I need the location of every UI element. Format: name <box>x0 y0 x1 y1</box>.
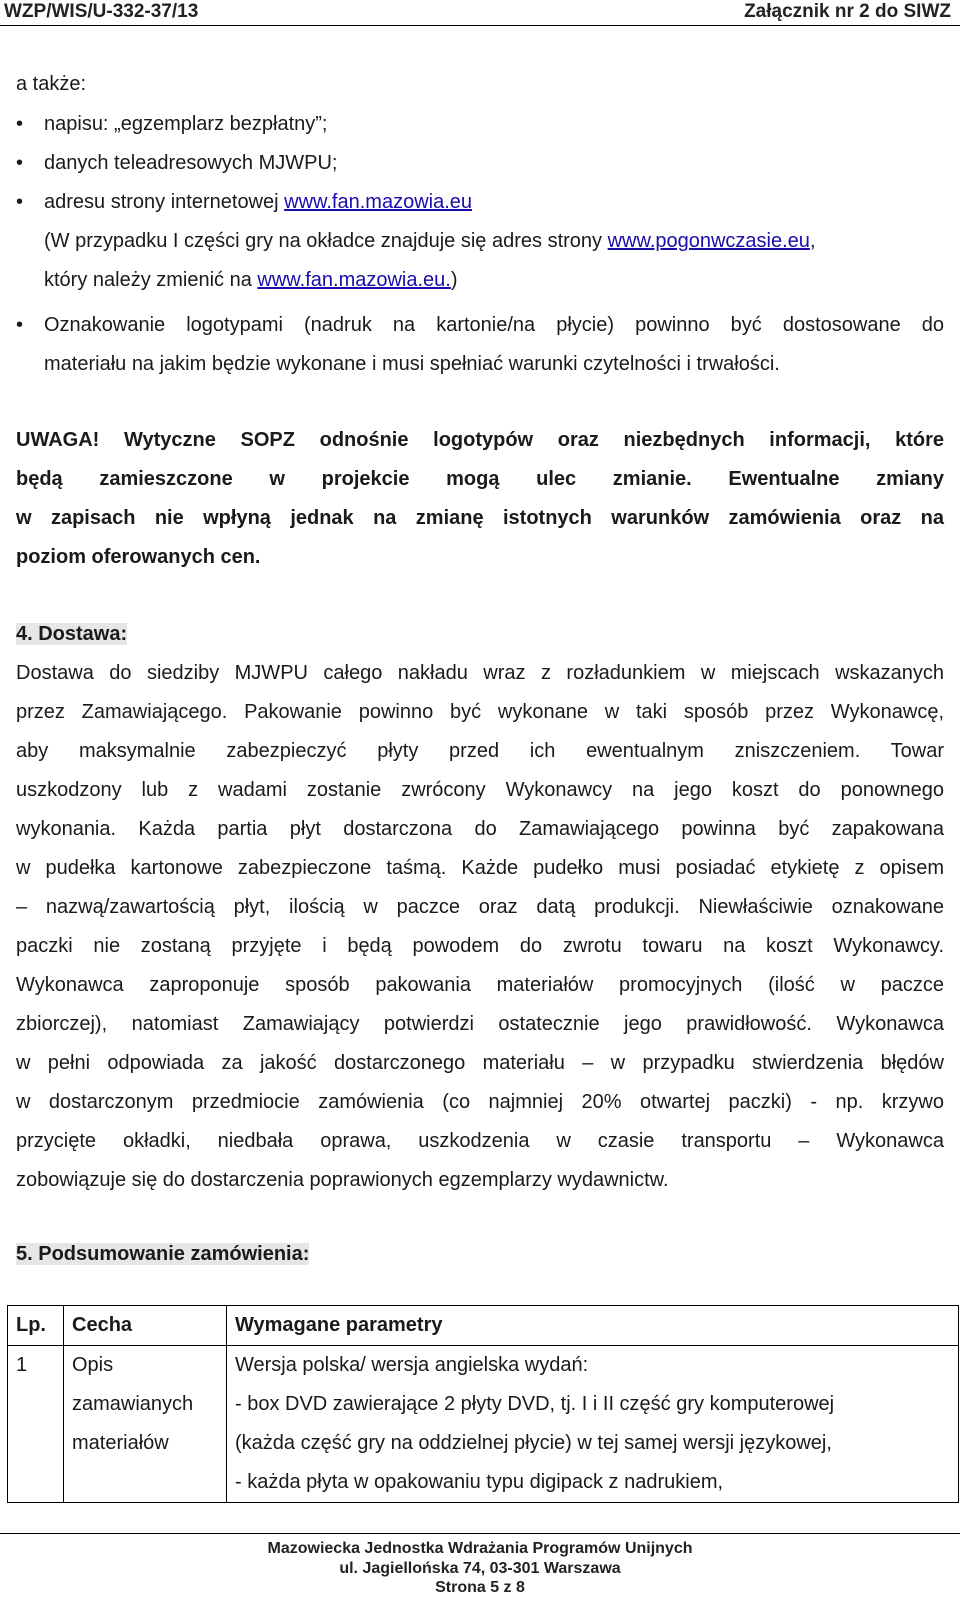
cecha-line: Opis <box>72 1354 114 1376</box>
bullet-icon: • <box>16 113 24 135</box>
bullet-icon: • <box>16 152 24 174</box>
row-cecha <box>64 1346 227 1503</box>
bullet-item-logos-line2: materiału na jakim będzie wykonane i musi spełniać warunki czytelności i trwałości. <box>44 353 780 375</box>
section4-line: zobowiązuje się do dostarczenia poprawionych egzemplarzy wydawnictw. <box>16 1169 669 1191</box>
bullet-item-label-notice: napisu: „egzemplarz bezpłatny”; <box>44 113 328 135</box>
cecha-line: materiałów <box>72 1432 169 1454</box>
warning-line2: będą zamieszczone w projekcie mogą ulec zmianie. Ewentualne zmiany <box>16 468 944 490</box>
section4-line: w pełni odpowiada za jakość dostarczonego materiału – w przypadku stwierdzenia błędów <box>16 1052 944 1074</box>
warning-line4: poziom oferowanych cen. <box>16 546 261 568</box>
website-text: adresu strony internetowej <box>44 191 285 213</box>
section4-line: Dostawa do siedziby MJWPU całego nakładu wraz z rozładunkiem w miejscach wskazanych <box>16 662 944 684</box>
section4-line: uszkodzony lub z wadami zostanie zwrócony Wykonawcy na jego koszt do ponownego <box>16 779 944 801</box>
row-lp: 1 <box>8 1346 64 1503</box>
website-replace-line <box>44 268 458 292</box>
section5-heading <box>16 1242 309 1266</box>
header-parameters: Wymagane parametry <box>227 1306 959 1346</box>
section4-line: – nazwą/zawartością płyt, ilością w paczce oraz datą produkcji. Niewłaściwie oznakowane <box>16 896 944 918</box>
document-reference: WZP/WIS/U-332-37/13 <box>4 1 199 22</box>
section4-line: aby maksymalnie zabezpieczyć płyty przed ich ewentualnym zniszczeniem. Towar <box>16 740 944 762</box>
warning-line3: w zapisach nie wpłyną jednak na zmianę istotnych warunków zamówienia oraz na <box>16 507 944 529</box>
section4-line: zbiorczej), natomiast Zamawiający potwierdzi ostatecznie jego prawidłowość. Wykonawca <box>16 1013 944 1035</box>
footer-address: ul. Jagiellońska 74, 03-301 Warszawa <box>339 1560 621 1577</box>
website-note-end: , <box>809 230 816 252</box>
bullet-item-contact-data: danych teleadresowych MJWPU; <box>44 152 338 174</box>
footer-divider <box>0 1533 960 1534</box>
parameter-line: - box DVD zawierające 2 płyty DVD, tj. I i II część gry komputerowej <box>235 1393 835 1415</box>
section4-line: przycięte okładki, niedbała oprawa, uszkodzenia w czasie transportu – Wykonawca <box>16 1130 944 1152</box>
warning-line1: UWAGA! Wytyczne SOPZ odnośnie logotypów oraz niezbędnych informacji, które <box>16 429 944 451</box>
attachment-label: Załącznik nr 2 do SIWZ <box>744 1 951 22</box>
header-divider <box>0 25 960 26</box>
page-header <box>0 0 960 24</box>
bullet-item-logos-line1: Oznakowanie logotypami (nadruk na kartonie/na płycie) powinno być dostosowane do <box>44 314 944 336</box>
footer-organization: Mazowiecka Jednostka Wdrażania Programów Unijnych <box>267 1540 693 1557</box>
bullet-icon: • <box>16 191 24 213</box>
section4-heading <box>16 622 127 646</box>
old-website-link[interactable]: www.pogonwczasie.eu <box>607 230 810 252</box>
bullet-item-website <box>44 190 472 214</box>
website-link[interactable]: www.fan.mazowia.eu <box>284 191 473 213</box>
bullet-icon: • <box>16 314 24 336</box>
cecha-line: zamawianych <box>72 1393 194 1415</box>
section4-line: w pudełka kartonowe zabezpieczone taśmą. Każde pudełko musi posiadać etykietę z opisem <box>16 857 944 879</box>
section4-line: w dostarczonym przedmiocie zamówienia (co najmniej 20% otwartej paczki) - np. krzywo <box>16 1091 944 1113</box>
website-note-text: (W przypadku I części gry na okładce znajduje się adres strony <box>44 230 608 252</box>
website-replace-end: ) <box>450 269 458 291</box>
page-number: Strona 5 z 8 <box>435 1579 525 1596</box>
parameter-line: (każda część gry na oddzielnej płycie) w tej samej wersji językowej, <box>235 1432 832 1454</box>
new-website-link[interactable]: www.fan.mazowia.eu. <box>257 269 451 291</box>
parameter-line: - każda płyta w opakowaniu typu digipack z nadrukiem, <box>235 1471 724 1493</box>
intro-text: a także: <box>16 73 87 95</box>
row-parameters <box>227 1346 959 1503</box>
website-note-line <box>44 229 816 253</box>
section4-heading-text: 4. Dostawa: <box>16 623 128 645</box>
section5-heading-text: 5. Podsumowanie zamówienia: <box>16 1243 310 1265</box>
table-row <box>8 1346 959 1503</box>
section4-line: paczki nie zostaną przyjęte i będą powodem do zwrotu towaru na koszt Wykonawcy. <box>16 935 944 957</box>
header-lp: Lp. <box>8 1306 64 1346</box>
section4-line: Wykonawca zaproponuje sposób pakowania materiałów promocyjnych (ilość w paczce <box>16 974 944 996</box>
website-replace-text: który należy zmienić na <box>44 269 258 291</box>
order-summary-table <box>7 1305 959 1503</box>
table-header-row <box>8 1306 959 1346</box>
header-cecha: Cecha <box>64 1306 227 1346</box>
parameter-line: Wersja polska/ wersja angielska wydań: <box>235 1354 589 1376</box>
section4-line: przez Zamawiającego. Pakowanie powinno być wykonane w taki sposób przez Wykonawcę, <box>16 701 944 723</box>
section4-line: wykonania. Każda partia płyt dostarczona do Zamawiającego powinna być zapakowana <box>16 818 944 840</box>
